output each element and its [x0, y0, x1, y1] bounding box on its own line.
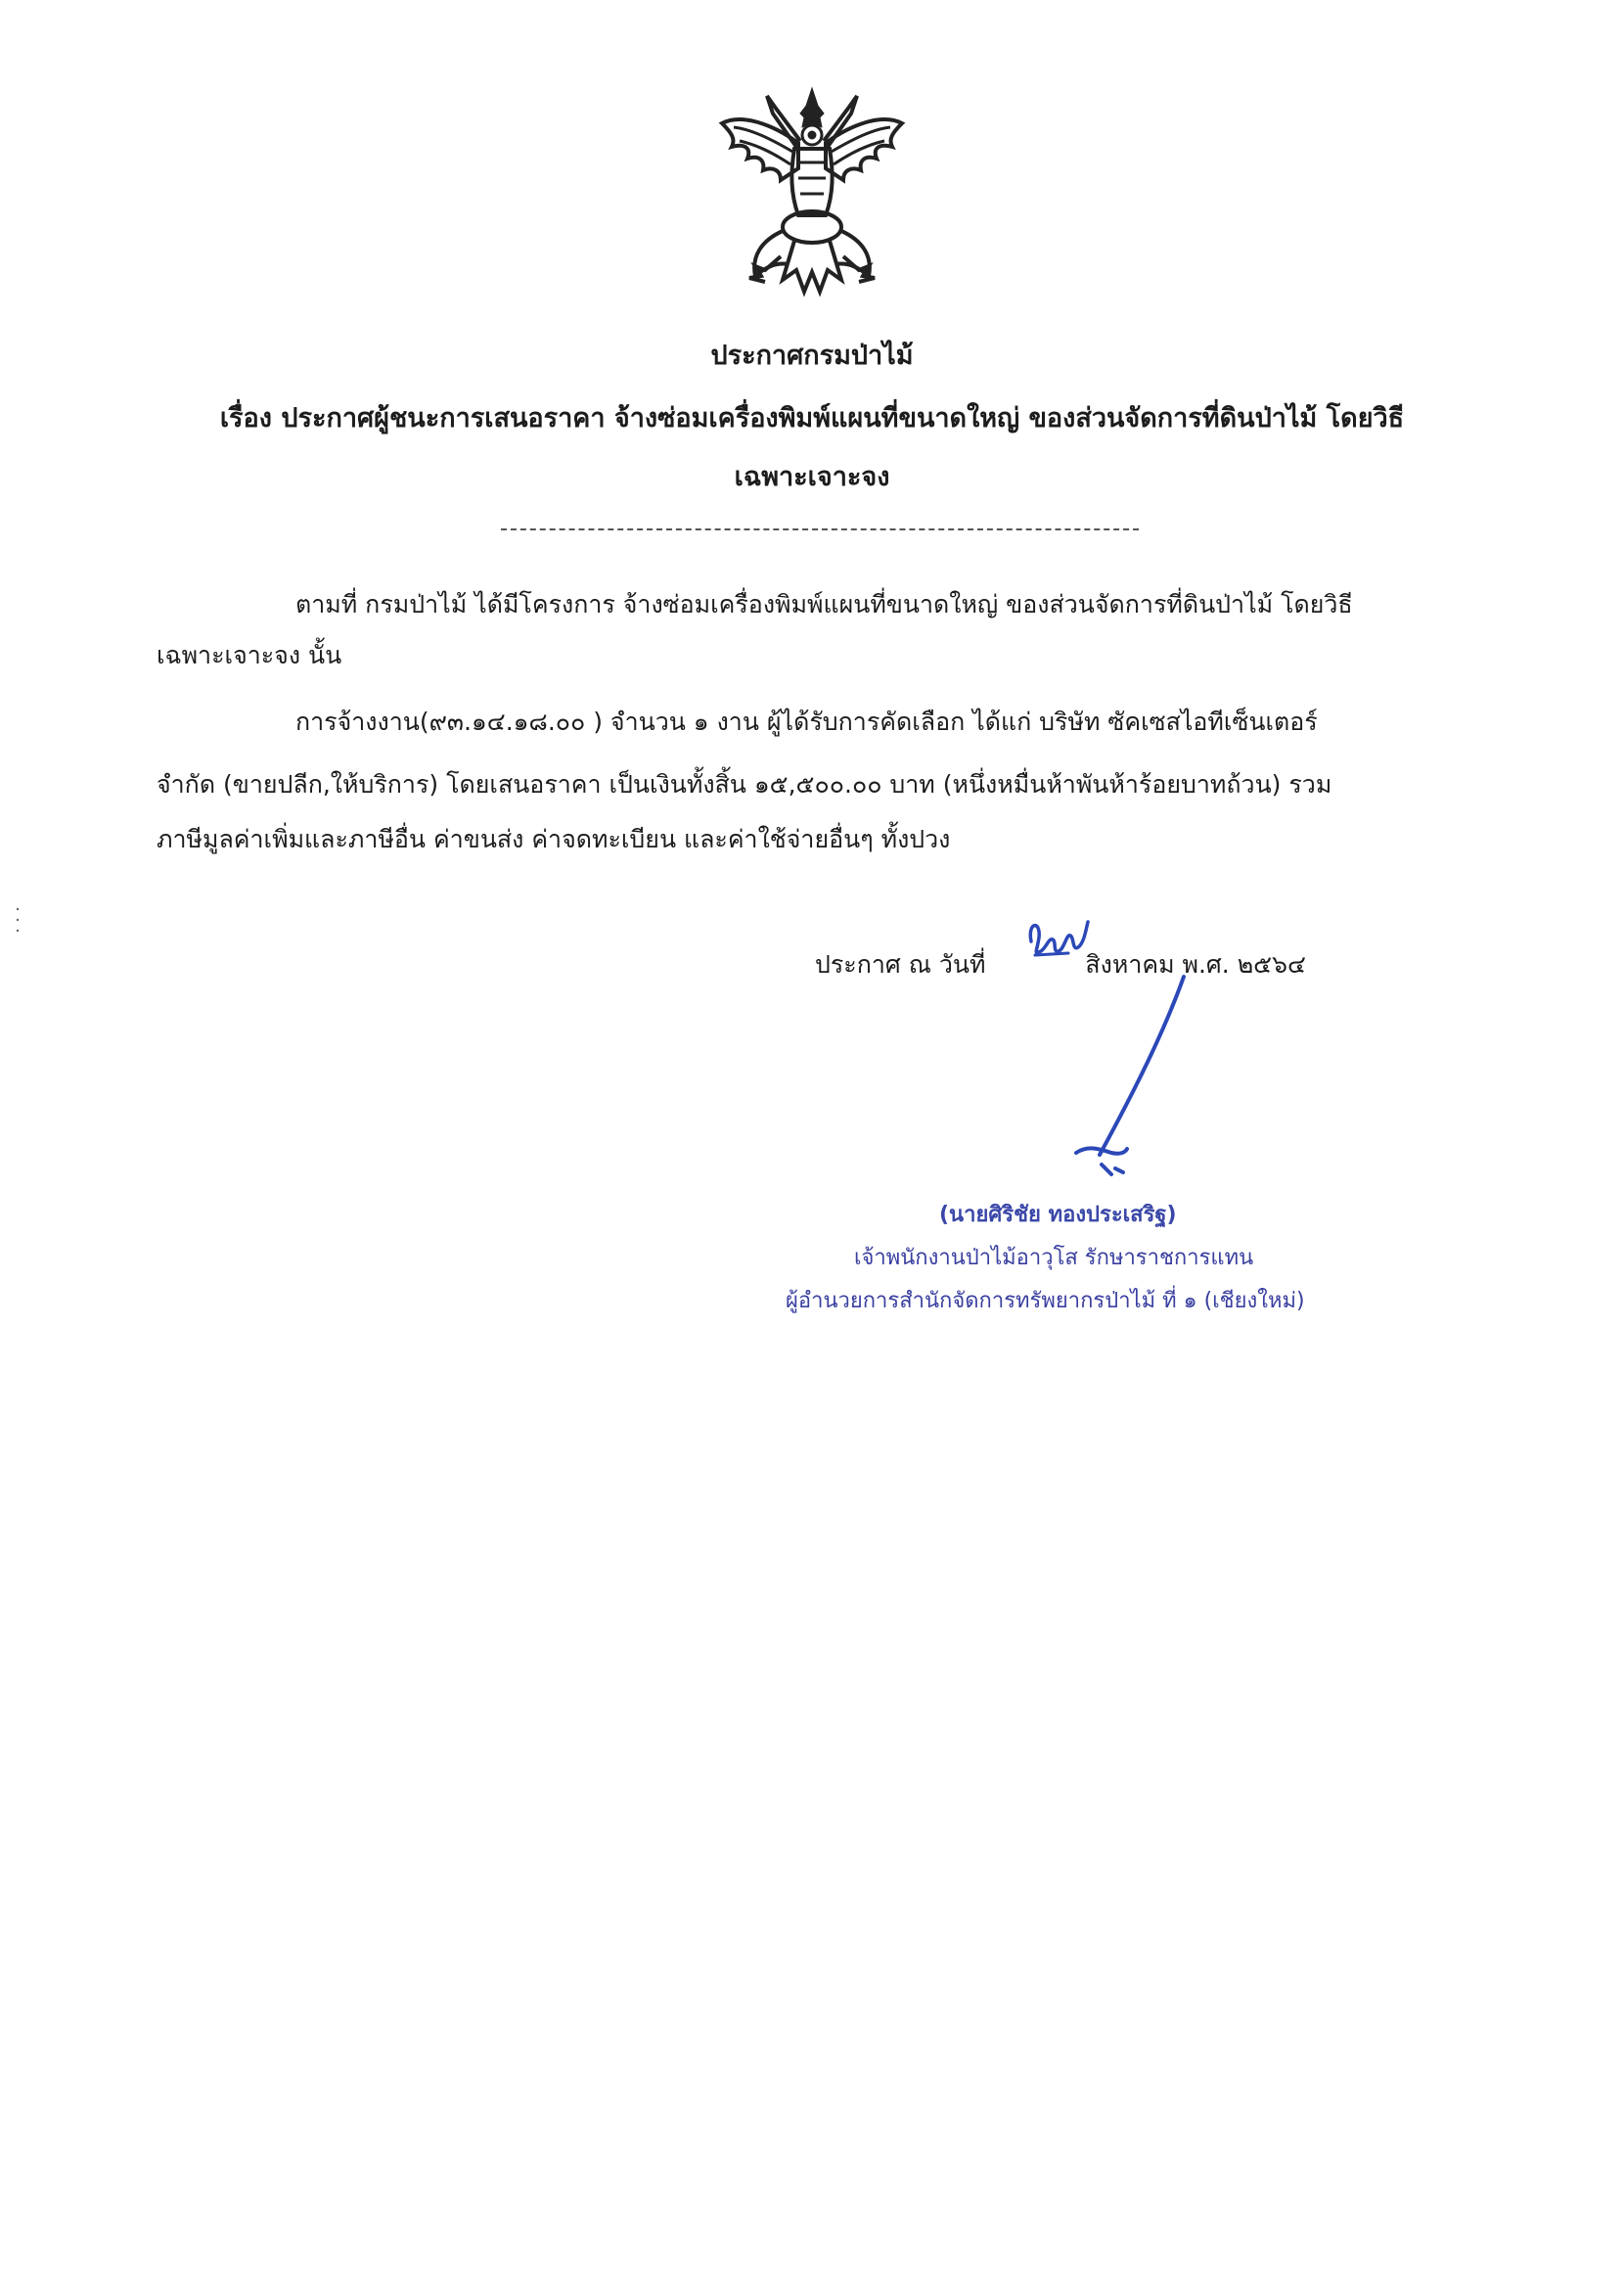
document-agency-title: ประกาศกรมป่าไม้: [710, 341, 914, 371]
date-prefix: ประกาศ ณ วันที่: [815, 950, 986, 979]
document-subject-line-2: เฉพาะเจาะจง: [734, 462, 890, 492]
signatory-position-line-1: เจ้าพนักงานป่าไม้อาวุโส รักษาราชการแทน: [854, 1246, 1254, 1270]
date-month-year: สิงหาคม พ.ศ. ๒๕๖๔: [1085, 950, 1306, 979]
garuda-emblem-icon: [712, 84, 912, 297]
paragraph-1-line-1: ตามที่ กรมป่าไม้ ได้มีโครงการ จ้างซ่อมเครื่องพิมพ์แผนที่ขนาดใหญ่ ของส่วนจัดการที่ดินป่าไม้ โดยวิธี: [295, 590, 1353, 618]
signature-mark: [1017, 973, 1213, 1188]
signatory-name: (นายศิริชัย ทองประเสริฐ): [939, 1203, 1177, 1227]
paragraph-2-line-2: จำกัด (ขายปลีก,ให้บริการ) โดยเสนอราคา เป็นเงินทั้งสิ้น ๑๕,๕๐๐.๐๐ บาท (หนึ่งหมื่นห้าพันห้าร้อยบาทถ้วน) รวม: [157, 770, 1332, 799]
paragraph-2-line-1: การจ้างงาน(๙๓.๑๔.๑๘.๐๐ ) จำนวน ๑ งาน ผู้ได้รับการคัดเลือก ได้แก่ บริษัท ซัคเซสไอทีเซ็นเตอร์: [295, 708, 1318, 736]
header-divider: [501, 528, 1139, 530]
handwritten-day-mark: [1023, 912, 1092, 971]
margin-speck: [16, 906, 20, 934]
document-subject-line-1: เรื่อง ประกาศผู้ชนะการเสนอราคา จ้างซ่อมเครื่องพิมพ์แผนที่ขนาดใหญ่ ของส่วนจัดการที่ดินป่าไม้ โดยวิธี: [219, 403, 1405, 434]
signatory-position-line-2: ผู้อำนวยการสำนักจัดการทรัพยากรป่าไม้ ที่ ๑ (เชียงใหม่): [786, 1289, 1305, 1313]
paragraph-2-line-3: ภาษีมูลค่าเพิ่มและภาษีอื่น ค่าขนส่ง ค่าจดทะเบียน และค่าใช้จ่ายอื่นๆ ทั้งปวง: [157, 825, 951, 853]
paragraph-1-line-2: เฉพาะเจาะจง นั้น: [157, 641, 342, 669]
